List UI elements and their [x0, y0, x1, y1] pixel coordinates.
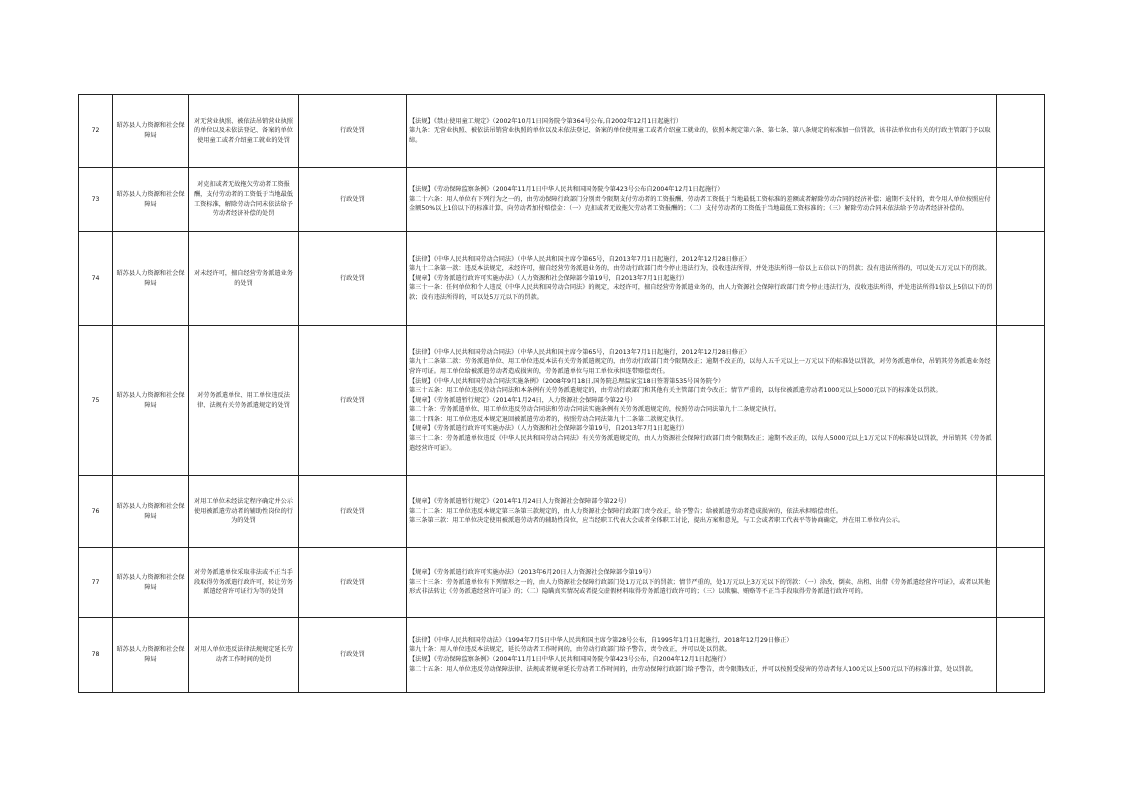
basis-line: 第二十六条：用人单位有下列行为之一的，由劳动保障行政部门分别责令限期支付劳动者的工资报酬、劳动者工资低于当地最低工资标准的差额或者解除劳动合同的经济补偿；逾期不支付的，责令用人单位按照应付金额50%以上1倍以下的标准计算，向劳动者加付赔偿金：（一）克扣或者无故拖欠劳动者工资报酬的；（二）支付劳动者的工资低于当地最低工资标准的；（三）解除劳动合同未依法给予劳动者经济补偿的。 — [409, 195, 991, 213]
basis-line: 【规章】《劳务派遣行政许可实施办法》（2013年6月20日人力资源社会保障部令第19号） — [409, 569, 655, 577]
legal-basis — [407, 326, 997, 476]
basis-line: 【法规】《劳动保障监察条例》（2004年11月1日中华人民共和国国务院令第423号公布自2004年12月1日起施行） — [409, 186, 724, 194]
remarks-cell — [997, 326, 1045, 476]
remarks-cell — [997, 95, 1045, 168]
implementing-agency: 昭苏县人力资源和社会保障局 — [113, 618, 189, 693]
remarks-cell — [997, 476, 1045, 548]
basis-line: 第二十五条：用人单位违反劳动保障法律、法规或者规章延长劳动者工作时间的，由劳动保障行政部门给予警告，责令限期改正，并可以按照受侵害的劳动者每人100元以上500元以下的标准计算，处以罚款。 — [409, 665, 978, 673]
table-row — [79, 168, 1045, 232]
row-number: 72 — [79, 95, 113, 168]
item-name: 对克扣或者无故拖欠劳动者工资报酬，支付劳动者的工资低于当地最低工资标准，解除劳动合同未依法给予劳动者经济补偿的处罚 — [189, 168, 299, 232]
item-type: 行政处罚 — [299, 168, 407, 232]
remarks-cell — [997, 232, 1045, 326]
item-name: 对劳务派遣单位采取非法或不正当手段取得劳务派遣行政许可，转让劳务派遣经营许可证行为等的处罚 — [189, 548, 299, 618]
basis-line: 【法律】《中华人民共和国劳动合同法》（中华人民共和国主席令第65号，自2013年7月1日起施行，2012年12月28日修正） — [409, 348, 751, 356]
basis-line: 【规章】《劳务派遣行政许可实施办法》（人力资源和社会保障部令第19号，自2013年7月1日起施行） — [409, 274, 688, 282]
row-number: 74 — [79, 232, 113, 326]
legal-basis — [407, 95, 997, 168]
basis-line: 第三条第三款：用工单位决定使用被派遣劳动者的辅助性岗位，应当经职工代表大会或者全体职工讨论，提出方案和意见，与工会或者职工代表平等协商确定，并在用工单位内公示。 — [409, 517, 904, 525]
penalty-table — [78, 94, 1045, 693]
table-row — [79, 326, 1045, 476]
row-number: 78 — [79, 618, 113, 693]
basis-line: 【法规】《中华人民共和国劳动合同法实施条例》（2008年9月18日,国务院总理温家宝18日签署第535号国务院令） — [409, 377, 725, 385]
implementing-agency: 昭苏县人力资源和社会保障局 — [113, 168, 189, 232]
row-number: 76 — [79, 476, 113, 548]
basis-line: 第九十二条第二款：劳务派遣单位、用工单位违反本法有关劳务派遣规定的，由劳动行政部门责令限期改正；逾期不改正的，以每人五千元以上一万元以下的标准处以罚款，对劳务派遣单位，吊销其劳务派遣业务经营许可证。用工单位给被派遣劳动者造成损害的，劳务派遣单位与用工单位承担连带赔偿责任。 — [409, 358, 991, 375]
table-row — [79, 95, 1045, 168]
basis-line: 【法律】《中华人民共和国劳动合同法》（中华人民共和国主席令第65号，自2013年7月1日起施行，2012年12月28日修正） — [409, 255, 751, 263]
remarks-cell — [997, 548, 1045, 618]
basis-line: 第九十条：用人单位违反本法规定，延长劳动者工作时间的，由劳动行政部门给予警告，责令改正，并可以处以罚款。 — [409, 646, 731, 654]
item-name: 对用工单位未经法定程序确定并公示使用被派遣劳动者的辅助性岗位的行为的处罚 — [189, 476, 299, 548]
basis-line: 第三十一条：任何单位和个人违反《中华人民共和国劳动合同法》的规定，未经许可，擅自经营劳务派遣业务的，由人力资源社会保障行政部门责令停止违法行为，没收违法所得，并处违法所得1倍以上5倍以下的罚款；没有违法所得的，可以处5万元以下的罚款。 — [409, 284, 993, 301]
item-type: 行政处罚 — [299, 476, 407, 548]
basis-line: 第二十二条：用工单位违反本规定第三条第三款规定的，由人力资源社会保障行政部门责令改正，给予警告；给被派遣劳动者造成损害的，依法承担赔偿责任。 — [409, 507, 843, 515]
implementing-agency: 昭苏县人力资源和社会保障局 — [113, 548, 189, 618]
remarks-cell — [997, 618, 1045, 693]
table-row — [79, 618, 1045, 693]
legal-basis — [407, 548, 997, 618]
item-type: 行政处罚 — [299, 232, 407, 326]
legal-basis — [407, 476, 997, 548]
basis-line: 第二十四条：用工单位违反本规定退回被派遣劳动者的，按照劳动合同法第九十二条第二款规定执行。 — [409, 415, 688, 423]
table-row — [79, 232, 1045, 326]
remarks-cell — [997, 168, 1045, 232]
table-row — [79, 548, 1045, 618]
basis-line: 【法规】《劳动保障监察条例》（2004年11月1日中华人民共和国国务院令第423号公布，自2004年12月1日起施行） — [409, 656, 730, 663]
legal-basis — [407, 618, 997, 693]
item-type: 行政处罚 — [299, 548, 407, 618]
item-type: 行政处罚 — [299, 95, 407, 168]
implementing-agency: 昭苏县人力资源和社会保障局 — [113, 232, 189, 326]
basis-line: 【法规】《禁止使用童工规定》（2002年10月1日国务院令第364号公布,自2002年12月1日起施行） — [409, 117, 683, 125]
basis-line: 第三十五条：用工单位违反劳动合同法和本条例有关劳务派遣规定的，由劳动行政部门和其他有关主管部门责令改正；情节严重的，以每位被派遣劳动者1000元以上5000元以下的标准处以罚款。 — [409, 387, 942, 395]
implementing-agency: 昭苏县人力资源和社会保障局 — [113, 95, 189, 168]
basis-line: 第三十二条：劳务派遣单位违反《中华人民共和国劳动合同法》有关劳务派遣规定的，由人力资源社会保障行政部门责令限期改正；逾期不改正的，以每人5000元以上1万元以下的标准处以罚款，并吊销其《劳务派遣经营许可证》。 — [409, 435, 992, 452]
basis-line: 【规章】《劳务派遣行政许可实施办法》（人力资源和社会保障部令第19号，自2013年7月1日起施行） — [409, 425, 688, 433]
legal-basis — [407, 232, 997, 326]
basis-line: 第三十三条：劳务派遣单位有下列情形之一的，由人力资源社会保障行政部门处1万元以下的罚款；情节严重的，处1万元以上3万元以下的罚款：（一）涂改、倒卖、出租、出借《劳务派遣经营许可证》，或者以其他形式非法转让《劳务派遣经营许可证》的；（二）隐瞒真实情况或者提交虚假材料取得劳务派遣行政许可的；（三）以欺骗、贿赂等不正当手段取得劳务派遣行政许可的。 — [409, 578, 991, 596]
row-number: 75 — [79, 326, 113, 476]
basis-line: 第九条：无营业执照、被依法吊销营业执照的单位以及未依法登记、备案的单位使用童工或者介绍童工就业的，依照本规定第六条、第七条、第八条规定的标准加一倍罚款，该非法单位由有关的行政主管部门予以取缔。 — [409, 127, 991, 144]
implementing-agency: 昭苏县人力资源和社会保障局 — [113, 476, 189, 548]
table-row — [79, 476, 1045, 548]
item-type: 行政处罚 — [299, 326, 407, 476]
implementing-agency: 昭苏县人力资源和社会保障局 — [113, 326, 189, 476]
legal-basis — [407, 168, 997, 232]
row-number: 73 — [79, 168, 113, 232]
item-name: 对用人单位违反法律法规规定延长劳动者工作时间的处罚 — [189, 618, 299, 693]
item-name: 对未经许可，擅自经营劳务派遣业务的处罚 — [189, 232, 299, 326]
item-name: 对劳务派遣单位、用工单位违反法律、法规有关劳务派遣规定的处罚 — [189, 326, 299, 476]
row-number: 77 — [79, 548, 113, 618]
item-name: 对无营业执照、被依法吊销营业执照的单位以及未依法登记、备案的单位使用童工或者介绍童工就业的处罚 — [189, 95, 299, 168]
basis-line: 【规章】《劳务派遣暂行规定》（2014年1月24日，人力资源社会保障部令第22号） — [409, 396, 637, 404]
basis-line: 第二十条：劳务派遣单位、用工单位违反劳动合同法和劳动合同法实施条例有关劳务派遣规定的，按照劳动合同法第九十二条规定执行。 — [409, 406, 781, 414]
basis-line: 【规章】《劳务派遣暂行规定》（2014年1月24日人力资源社会保障部令第22号） — [409, 498, 631, 506]
item-type: 行政处罚 — [299, 618, 407, 693]
basis-line: 【法律】《中华人民共和国劳动法》（1994年7月5日中华人民共和国主席令第28号公布，自1995年1月1日起施行，2018年12月29日修正） — [409, 636, 793, 644]
basis-line: 第九十二条第一款：违反本法规定，未经许可，擅自经营劳务派遣业务的，由劳动行政部门责令停止违法行为，没收违法所得，并处违法所得一倍以上五倍以下的罚款；没有违法所得的，可以处五万元以下的罚款。 — [409, 265, 991, 273]
